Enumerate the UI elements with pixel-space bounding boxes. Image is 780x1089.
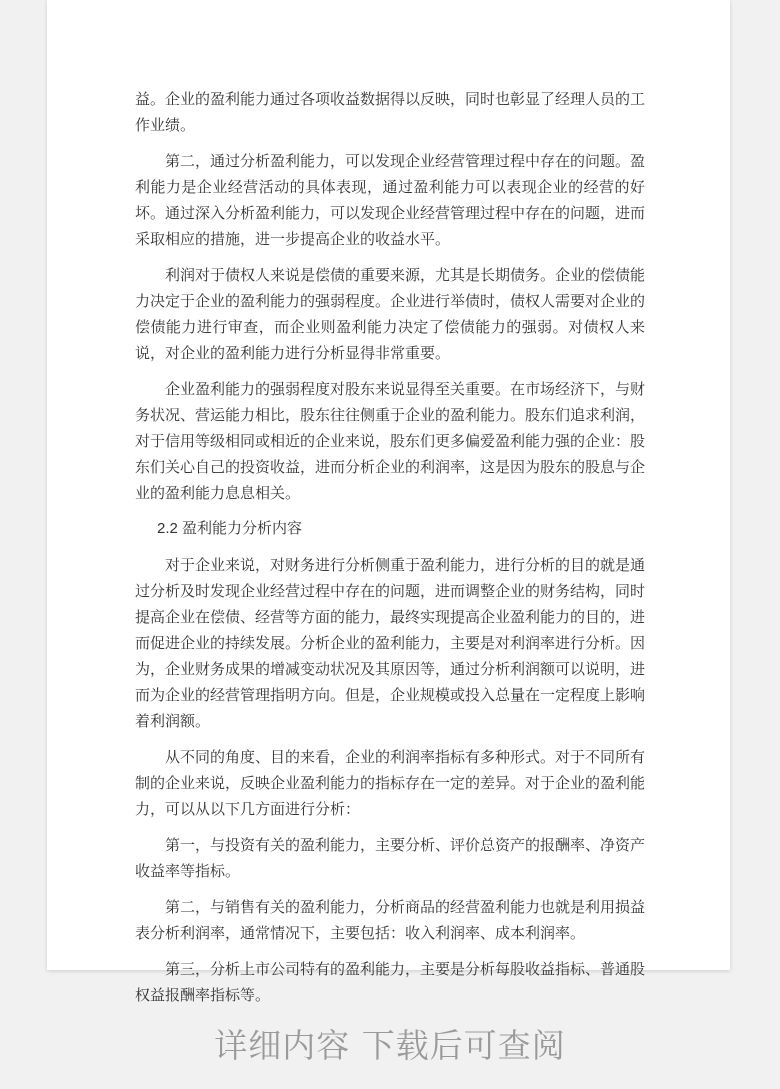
paragraph-line: 为，企业财务成果的增减变动状况及其原因等，通过分析利润额可以说明，进 — [135, 660, 646, 678]
paragraph-line: 力，可以从以下几方面进行分析： — [135, 800, 361, 818]
paragraph-line: 东们关心自己的投资收益，进而分析企业的利润率，这是因为股东的股息与企 — [135, 458, 646, 476]
paragraph-line: 收益率等指标。 — [135, 862, 241, 880]
paragraph — [135, 262, 645, 366]
paragraph-line: 利润对于债权人来说是偿债的重要来源，尤其是长期债务。企业的偿债能 — [135, 266, 646, 284]
paragraph-line: 益。企业的盈利能力通过各项收益数据得以反映，同时也彰显了经理人员的工 — [135, 90, 646, 108]
paragraph-line: 说，对企业的盈利能力进行分析显得非常重要。 — [135, 344, 451, 362]
document-page — [47, 0, 730, 1004]
download-hint: 详细内容 下载后可查阅 — [214, 1026, 566, 1065]
section-heading: 2.2 盈利能力分析内容 — [157, 520, 303, 537]
paragraph-line: 对于企业来说，对财务进行分析侧重于盈利能力，进行分析的目的就是通 — [135, 556, 646, 574]
paragraph — [135, 832, 645, 884]
paragraph-line: 提高企业在偿债、经营等方面的能力，最终实现提高企业盈利能力的目的，进 — [135, 608, 646, 626]
paragraph-line: 力决定于企业的盈利能力的强弱程度。企业进行举债时，债权人需要对企业的 — [135, 292, 646, 310]
paragraph-line: 从不同的角度、目的来看，企业的利润率指标有多种形式。对于不同所有 — [135, 748, 646, 766]
paragraph-line: 偿债能力进行审查，而企业则盈利能力决定了偿债能力的强弱。对债权人来 — [135, 318, 645, 336]
paragraph — [135, 894, 645, 946]
paragraph-line: 第二，通过分析盈利能力，可以发现企业经营管理过程中存在的问题。盈 — [135, 152, 646, 170]
paragraph — [135, 956, 645, 1008]
paragraph-line: 着利润额。 — [135, 712, 211, 730]
paragraph-line: 过分析及时发现企业经营过程中存在的问题，进而调整企业的财务结构，同时 — [135, 582, 646, 600]
paragraph-line: 对于信用等级相同或相近的企业来说，股东们更多偏爱盈利能力强的企业：股 — [135, 432, 646, 450]
paragraph-line: 第三，分析上市公司特有的盈利能力，主要是分析每股收益指标、普通股 — [135, 960, 646, 978]
paragraph-line: 制的企业来说，反映企业盈利能力的指标存在一定的差异。对于企业的盈利能 — [135, 774, 646, 792]
paragraph — [135, 376, 645, 506]
paragraph-line: 采取相应的措施，进一步提高企业的收益水平。 — [135, 230, 451, 248]
paragraph-line: 而促进企业的持续发展。分析企业的盈利能力，主要是对利润率进行分析。因 — [135, 634, 646, 652]
paragraph-line: 而为企业的经营管理指明方向。但是，企业规模或投入总量在一定程度上影响 — [135, 686, 646, 704]
paragraph-line: 第一，与投资有关的盈利能力，主要分析、评价总资产的报酬率、净资产 — [135, 836, 646, 854]
paragraph-line: 坏。通过深入分析盈利能力，可以发现企业经营管理过程中存在的问题，进而 — [135, 204, 646, 222]
paragraph-line: 作业绩。 — [135, 116, 196, 134]
paragraph-line: 第二，与销售有关的盈利能力，分析商品的经营盈利能力也就是利用损益 — [135, 898, 646, 916]
paragraph-line: 利能力是企业经营活动的具体表现，通过盈利能力可以表现企业的经营的好 — [135, 178, 645, 196]
paragraph — [135, 552, 645, 734]
paragraph-line: 表分析利润率，通常情况下，主要包括：收入利润率、成本利润率。 — [135, 924, 586, 942]
paragraph-line: 权益报酬率指标等。 — [135, 986, 271, 1004]
paragraph — [135, 86, 645, 138]
paragraph-line: 企业盈利能力的强弱程度对股东来说显得至关重要。在市场经济下，与财 — [135, 380, 646, 398]
paragraph-line: 务状况、营运能力相比，股东往往侧重于企业的盈利能力。股东们追求利润， — [135, 406, 646, 424]
paragraph — [135, 148, 645, 252]
document-content — [135, 86, 645, 1018]
paragraph — [135, 744, 645, 822]
paragraph-line: 业的盈利能力息息相关。 — [135, 484, 301, 502]
